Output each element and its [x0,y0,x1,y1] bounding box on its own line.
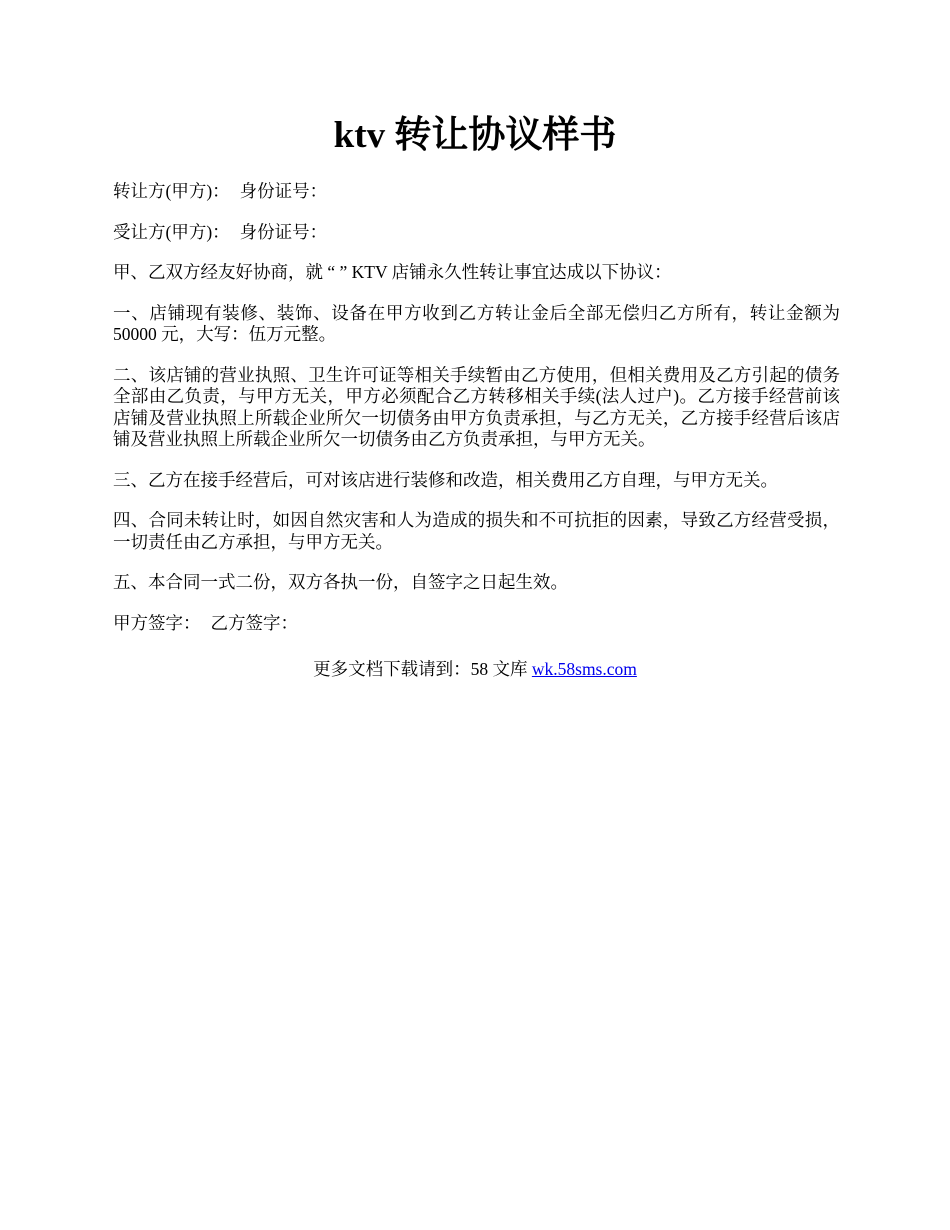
transferee-id-label: 身份证号： [239,221,328,242]
footer-prefix: 更多文档下载请到：58 文库 [313,659,532,679]
transferor-id-label: 身份证号： [239,181,328,201]
clause-2: 二、该店铺的营业执照、卫生许可证等相关手续暂由乙方使用，但相关费用及乙方引起的债务全部由乙负责，与甲方无关，甲方必须配合乙方转移相关手续(法人过户)。乙方接手经营前该店铺及营业执照上所载企业所欠一切债务由甲方负责承担，与乙方无关，乙方接手经营后该店铺及营业执照上所载企业所欠一切债务由乙方负责承担，与甲方无关。 [113,364,840,449]
clause-1: 一、店铺现有装修、装饰、设备在甲方收到乙方转让金后全部无偿归乙方所有，转让金额为 50000 元，大写：伍万元整。 [113,302,840,344]
footer-link[interactable]: wk.58sms.com [531,659,637,679]
document-title: ktv 转让协议样书 [333,115,617,156]
transferee-line [113,222,840,244]
footer [0,657,950,681]
document-body [113,181,840,653]
transferee-label: 受让方(甲方)： [113,221,230,242]
party-a-signature-label: 甲方签字： [113,612,201,633]
clause-5: 五、本合同一式二份，双方各执一份，自签字之日起生效。 [113,572,568,592]
transferor-line [113,181,840,203]
signature-line [113,613,840,635]
agreement-intro: 甲、乙双方经友好协商，就 “ ” KTV 店铺永久性转让事宜达成以下协议： [113,262,672,282]
clause-4: 四、合同未转让时，如因自然灾害和人为造成的损失和不可抗拒的因素，导致乙方经营受损，一切责任由乙方承担，与甲方无关。 [113,510,840,552]
transferor-label: 转让方(甲方)： [113,181,230,201]
party-b-signature-label: 乙方签字： [210,612,298,633]
clause-3: 三、乙方在接手经营后，可对该店进行装修和改造，相关费用乙方自理，与甲方无关。 [113,469,778,490]
